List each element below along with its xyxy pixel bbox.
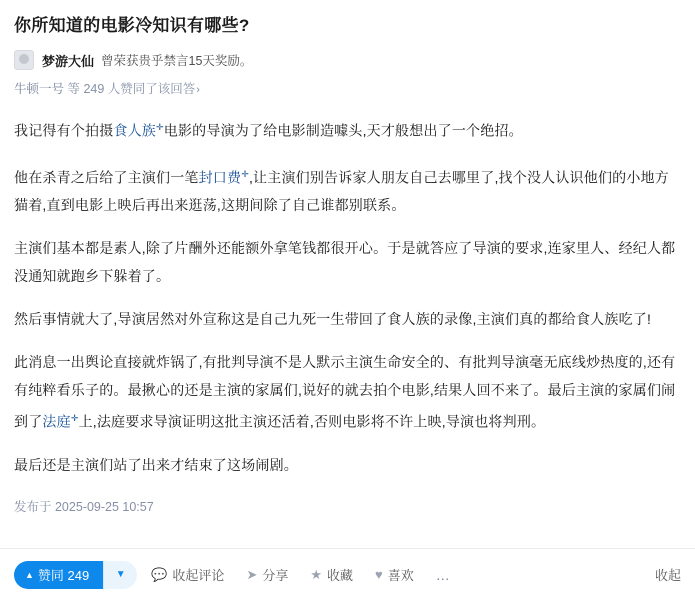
paragraph: 我记得有个拍摄食人族✛电影的导演为了给电影制造噱头,天才般想出了一个绝招。 — [14, 122, 523, 139]
paragraph: 最后还是主演们站了出来才结束了这场闹剧。 — [14, 456, 298, 473]
author-bio: 曾荣获贵乎禁言15天奖励。 — [101, 54, 253, 68]
favorite-button[interactable] — [310, 565, 353, 584]
paragraph: 然后事情就大了,导演居然对外宣称这是自己九死一生带回了食人族的录像,主演们真的都给食人族吃了! — [14, 311, 652, 328]
answer-content — [14, 113, 681, 479]
comment-button[interactable] — [151, 565, 224, 584]
like-button[interactable] — [375, 565, 414, 584]
triangle-up-icon: ▲ — [25, 569, 34, 580]
vote-group — [14, 561, 137, 589]
star-icon: ★ — [310, 567, 323, 582]
share-button[interactable] — [246, 565, 288, 584]
favorite-label: 收藏 — [327, 568, 354, 583]
publish-time: 发布于 2025-09-25 10:57 — [14, 499, 154, 514]
like-label: 喜欢 — [387, 568, 414, 583]
share-icon: ➤ — [246, 567, 258, 582]
paragraph: 他在杀青之后给了主演们一笔封口费✛,让主演们别告诉家人朋友自己去哪里了,找个没人认识他们的小地方猫着,直到电影上映后再出来逛荡,这期间除了自己谁都别联系。 — [14, 168, 669, 214]
link-badge-icon: ✛ — [70, 413, 79, 424]
endorsement-first-voter[interactable]: 牛顿一号 — [14, 82, 65, 96]
inline-link-hushmoney[interactable]: 封口费 — [198, 169, 242, 186]
endorsement-row[interactable] — [14, 79, 681, 97]
upvote-label: 赞同 249 — [37, 568, 90, 583]
action-bar — [0, 548, 695, 600]
inline-link-court[interactable]: 法庭 — [42, 413, 71, 430]
comment-icon: 💬 — [151, 567, 168, 582]
heart-icon: ♥ — [375, 567, 383, 582]
collapse-button[interactable]: 收起 — [654, 568, 681, 583]
author-name[interactable]: 梦游大仙 — [42, 53, 95, 69]
chevron-right-icon[interactable]: › — [196, 84, 200, 96]
link-badge-icon: ✛ — [241, 168, 249, 179]
downvote-button[interactable] — [103, 561, 137, 589]
author-row — [14, 50, 681, 70]
paragraph: 主演们基本都是素人,除了片酬外还能额外拿笔钱都很开心。于是就答应了导演的要求,连家里人、经纪人都没通知就跑乡下躲着了。 — [14, 240, 676, 285]
upvote-button[interactable] — [14, 561, 103, 589]
comment-label: 收起评论 — [172, 568, 225, 583]
page-title: 你所知道的电影冷知识有哪些? — [14, 16, 250, 35]
share-label: 分享 — [262, 568, 289, 583]
paragraph: 此消息一出舆论直接就炸锅了,有批判导演不是人默示主演生命安全的、有批判导演毫无底线炒热度的,还有有纯粹看乐子的。最揪心的还是主演的家属们,说好的就去拍个电影,结果人回不来了。最后主演的家属们闹到了法庭✛上,法庭要求导演证明这批主演还活着,否则电影将不许上映,导演也将判刑。 — [14, 354, 676, 430]
more-button[interactable]: … — [435, 566, 451, 583]
triangle-down-icon: ▼ — [115, 569, 126, 580]
avatar[interactable] — [14, 50, 34, 70]
link-badge-icon: ✛ — [156, 122, 164, 132]
endorsement-text: 等 249 人赞同了该回答 — [64, 82, 196, 96]
inline-link-cannibal[interactable]: 食人族 — [113, 122, 157, 139]
